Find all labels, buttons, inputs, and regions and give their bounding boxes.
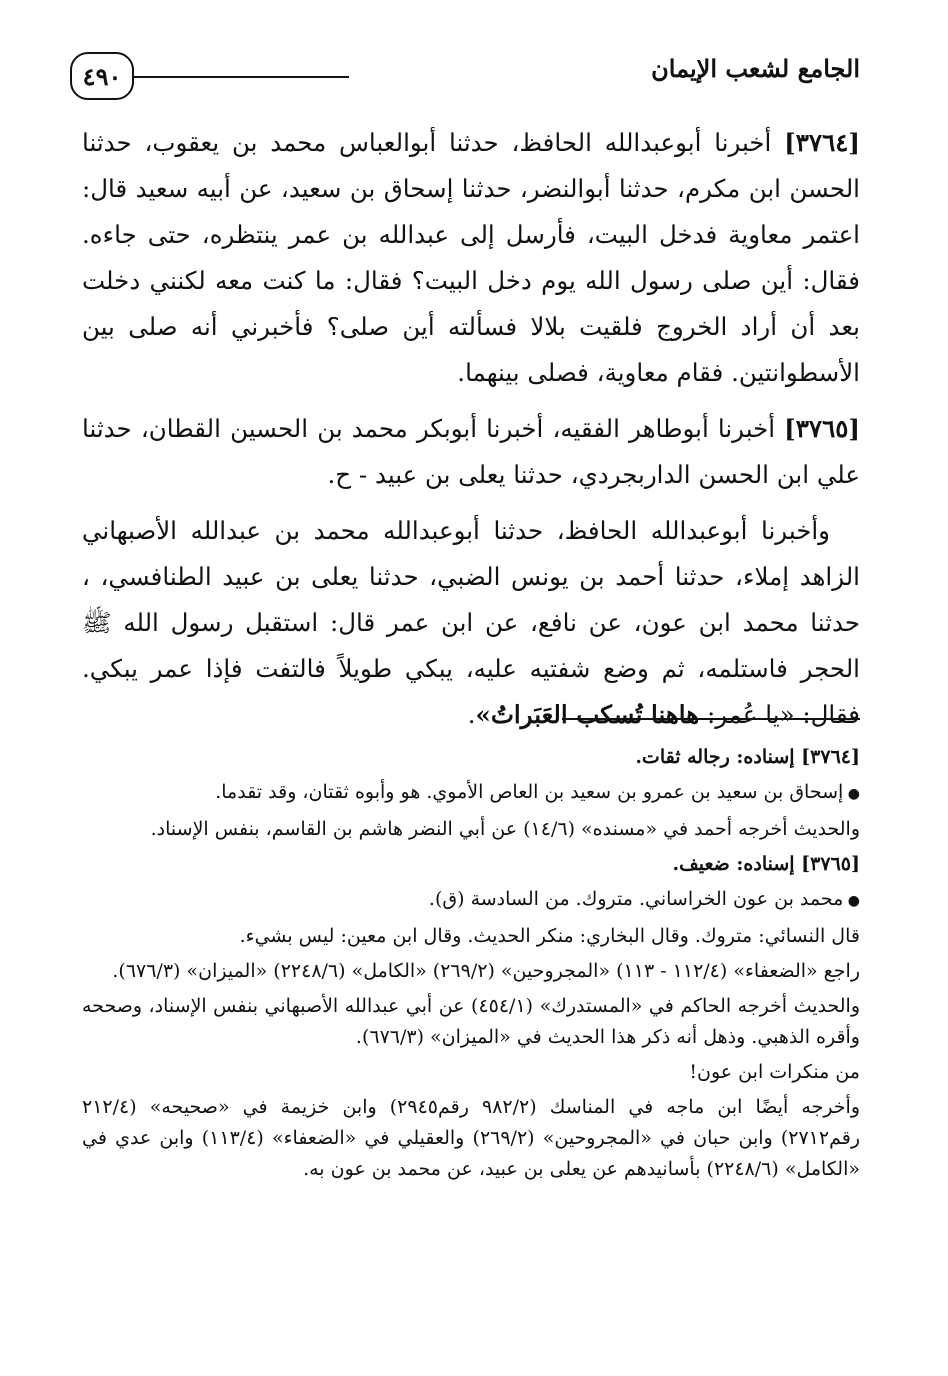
hadith-number: [٣٧٦٤] — [784, 128, 860, 157]
footnote-heading-3765: [٣٧٦٥] إسناده: ضعيف. — [672, 853, 860, 875]
footnote-line: قال النسائي: متروك. وقال البخاري: منكر الحديث. وقال ابن معين: ليس بشيء. — [239, 925, 860, 947]
footnotes — [82, 742, 860, 1189]
hadith-3765-continued — [82, 508, 860, 738]
footnote-bullet: ● إسحاق بن سعيد بن عمرو بن سعيد بن العاص الأموي. هو وأبوه ثقتان، وقد تقدما. — [82, 777, 860, 810]
footnote-separator — [562, 718, 860, 720]
header-rule — [134, 76, 349, 78]
footnote-line: وأخرجه أيضًا ابن ماجه في المناسك (٩٨٢/٢ رقم٢٩٤٥) وابن خزيمة في «صحيحه» (٢١٢/٤ رقم٢٧١٢) وابن حبان في «المجروحين» (٢٦٩/٢) والعقيلي في «الضعفاء» (١١٣/٤) وابن عدي في «الكامل» (٢٢٤٨/٦) بأسانيدهم عن يعلى بن عبيد، عن محمد بن عون به. — [82, 1096, 860, 1180]
footnote-line: من منكرات ابن عون! — [689, 1061, 860, 1083]
book-title: الجامع لشعب الإيمان — [651, 54, 860, 83]
hadith-3764 — [82, 120, 860, 396]
footnote-line: والحديث أخرجه أحمد في «مسنده» (١٤/٦) عن أبي النضر هاشم بن القاسم، بنفس الإسناد. — [150, 818, 860, 840]
footnote-line: والحديث أخرجه الحاكم في «المستدرك» (٤٥٤/١) عن أبي عبدالله الأصبهاني بنفس الإسناد، وصححه وأقره الذهبي. وذهل أنه ذكر هذا الحديث في «الميزان» (٦٧٦/٣). — [82, 995, 861, 1048]
main-text — [82, 120, 860, 748]
hadith-text: وأخبرنا أبوعبدالله الحافظ، حدثنا أبوعبدالله محمد بن عبدالله الأصبهاني الزاهد إملاء، حدثنا أحمد بن يونس الضبي، حدثنا يعلى بن عبيد الطنافسي، ، حدثنا محمد ابن عون، عن نافع، عن ابن عمر قال: استقبل رسول الله ﷺ الحجر فاستلمه، ثم وضع شفتيه عليه، يبكي طويلاً فالتفت فإذا عمر يبكي. فقال: «يا عُمر: — [82, 516, 860, 729]
hadith-text: أخبرنا أبوعبدالله الحافظ، حدثنا أبوالعباس محمد بن يعقوب، حدثنا الحسن ابن مكرم، حدثنا أبوالنضر، حدثنا إسحاق بن سعيد، عن أبيه سعيد قال: اعتمر معاوية فدخل البيت، فأرسل إلى عبدالله بن عمر ينتظره، حتى جاءه. فقال: أين صلى رسول الله يوم دخل البيت؟ فقال: ما كنت معه لكنني دخلت بعد أن أراد الخروج فلقيت بلالا فسألته أين صلى؟ فأخبرني أنه صلى بين الأسطوانتين. فقام معاوية، فصلى بينهما. — [82, 128, 860, 387]
hadith-number: [٣٧٦٥] — [784, 414, 860, 443]
hadith-end: . — [467, 700, 476, 729]
footnote-bullet: ● محمد بن عون الخراساني. متروك. من السادسة (ق). — [82, 884, 860, 917]
hadith-emphasis: هاهنا تُسكب العَبَراتُ» — [475, 700, 700, 729]
page-header — [70, 48, 860, 106]
footnote-line: راجع «الضعفاء» (١١٢/٤ - ١١٣) «المجروحين» (٢٦٩/٢) «الكامل» (٢٢٤٨/٦) «الميزان» (٦٧٦/٣). — [112, 960, 860, 982]
footnote-heading-3764: [٣٧٦٤] إسناده: رجاله ثقات. — [635, 746, 860, 768]
hadith-3765 — [82, 406, 860, 498]
page-number: ٤٩٠ — [70, 52, 134, 100]
hadith-text: أخبرنا أبوطاهر الفقيه، أخبرنا أبوبكر محمد بن الحسين القطان، حدثنا علي ابن الحسن الداربجردي، حدثنا يعلى بن عبيد - ح. — [82, 414, 860, 489]
